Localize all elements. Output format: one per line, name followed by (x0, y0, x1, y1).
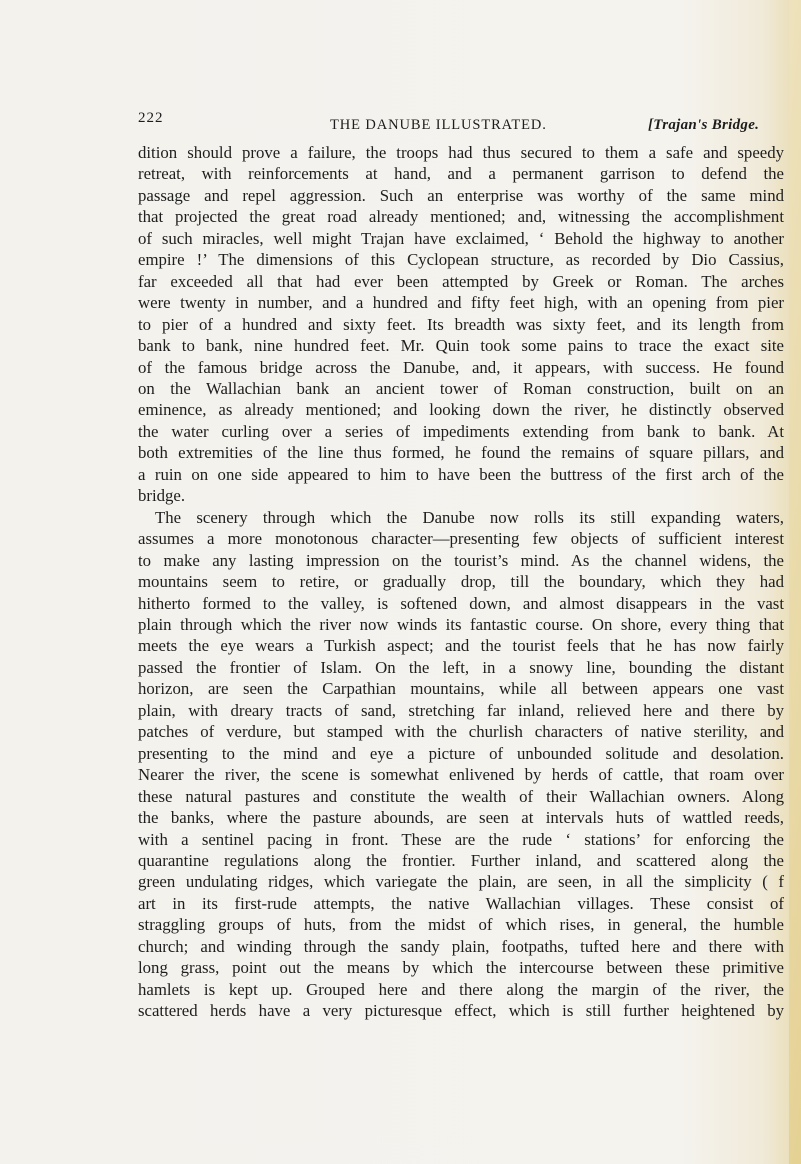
page-number: 222 (138, 110, 164, 126)
text-line: both extremities of the line thus formed, he found the remains of square pillars, and (138, 443, 784, 463)
text-line: plain, with dreary tracts of sand, stretching far inland, relieved here and there by (138, 700, 784, 720)
text-line: dition should prove a failure, the troops had thus secured to them a safe and speedy (138, 143, 784, 162)
running-title: THE DANUBE ILLUSTRATED. (330, 117, 547, 133)
text-line: with a sentinel pacing in front. These are the rude ‘ stations’ for enforcing the (138, 829, 784, 849)
text-line: were twenty in number, and a hundred and fifty feet high, with an opening from pier (138, 293, 784, 313)
text-line: plain through which the river now winds its fantastic course. On shore, every thing that (138, 614, 784, 634)
text-line: green undulating ridges, which variegate the plain, are seen, in all the simplicity ( f (138, 872, 784, 892)
text-line: these natural pastures and constitute the wealth of their Wallachian owners. Along (138, 786, 784, 806)
text-line: quarantine regulations along the frontier. Further inland, and scattered along the (138, 850, 784, 870)
text-line: retreat, with reinforcements at hand, and a permanent garrison to defend the (138, 164, 784, 184)
page-header (138, 110, 788, 138)
page-edge-stain (789, 0, 801, 1164)
text-line: The scenery through which the Danube now rolls its still expanding waters, (155, 507, 784, 527)
text-line: hitherto formed to the valley, is softened down, and almost disappears in the vast (138, 593, 784, 613)
text-line: that projected the great road already mentioned; and, witnessing the accomplishment (138, 207, 784, 227)
text-line: straggling groups of huts, from the midst of which rises, in general, the humble (138, 915, 784, 935)
text-line: the water curling over a series of impediments extending from bank to bank. At (138, 421, 784, 441)
text-line: long grass, point out the means by which the intercourse between these primitive (138, 958, 784, 978)
text-line: to make any lasting impression on the tourist’s mind. As the channel widens, the (138, 550, 784, 570)
body-text (138, 142, 784, 1022)
text-line: patches of verdure, but stamped with the churlish characters of native sterility, and (138, 722, 784, 742)
text-line: meets the eye wears a Turkish aspect; and the tourist feels that he has now fairly (138, 636, 784, 656)
text-line: far exceeded all that had ever been attempted by Greek or Roman. The arches (138, 271, 784, 291)
text-line: scattered herds have a very picturesque effect, which is still further heightened by (138, 1001, 784, 1021)
text-line: art in its first-rude attempts, the native Wallachian villages. These consist of (138, 893, 784, 913)
text-line: hamlets is kept up. Grouped here and there along the margin of the river, the (138, 979, 784, 999)
text-line: eminence, as already mentioned; and looking down the river, he distinctly observed (138, 400, 784, 420)
text-line: empire !’ The dimensions of this Cyclopean structure, as recorded by Dio Cassius, (138, 250, 784, 270)
text-line: on the Wallachian bank an ancient tower of Roman construction, built on an (138, 378, 784, 398)
text-line: passage and repel aggression. Such an enterprise was worthy of the same mind (138, 185, 784, 205)
text-line: of such miracles, well might Trajan have exclaimed, ‘ Behold the highway to another (138, 228, 784, 248)
text-line: bridge. (138, 486, 186, 506)
text-line: church; and winding through the sandy plain, footpaths, tufted here and there with (138, 936, 784, 956)
text-line: the banks, where the pasture abounds, are seen at intervals huts of wattled reeds, (138, 808, 784, 828)
running-section-title: [Trajan's Bridge. (648, 117, 760, 133)
text-line: passed the frontier of Islam. On the left, in a snowy line, bounding the distant (138, 657, 784, 677)
text-line: horizon, are seen the Carpathian mountains, while all between appears one vast (138, 679, 784, 699)
paragraph (138, 507, 784, 1022)
text-line: presenting to the mind and eye a picture of unbounded solitude and desolation. (138, 743, 784, 763)
text-line: mountains seem to retire, or gradually drop, till the boundary, which they had (138, 572, 784, 592)
text-line: bank to bank, nine hundred feet. Mr. Quin took some pains to trace the exact site (138, 336, 784, 356)
text-line: to pier of a hundred and sixty feet. Its breadth was sixty feet, and its length from (138, 314, 784, 334)
text-line: assumes a more monotonous character—presenting few objects of sufficient interest (138, 529, 784, 549)
text-line: a ruin on one side appeared to him to have been the buttress of the first arch of the (138, 464, 784, 484)
paragraph (138, 142, 784, 507)
text-line: of the famous bridge across the Danube, and, it appears, with success. He found (138, 357, 784, 377)
text-line: Nearer the river, the scene is somewhat enlivened by herds of cattle, that roam over (138, 765, 784, 785)
